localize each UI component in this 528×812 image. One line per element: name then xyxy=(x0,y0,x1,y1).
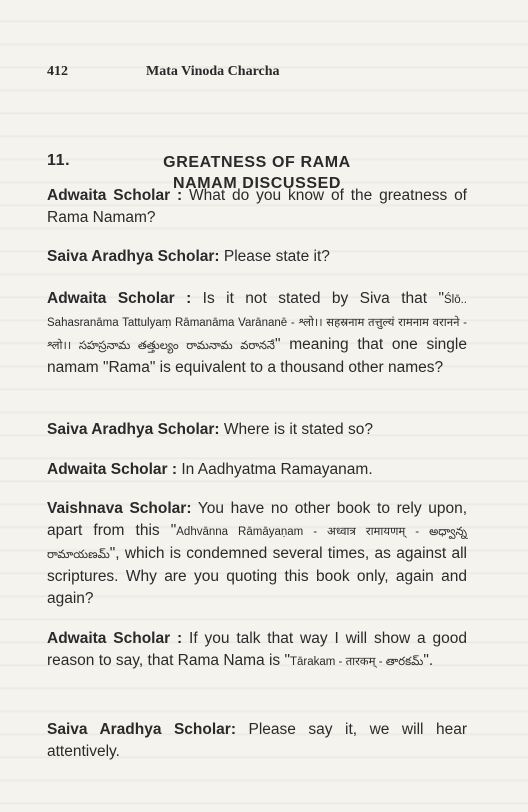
dialogue-text: Please say it, we will hear attentively. xyxy=(47,721,467,760)
dialogue-paragraph xyxy=(47,246,467,268)
dialogue-text: If you talk that way I will show a good reason to say, that Rama Nama is " xyxy=(47,630,467,669)
running-title: Mata Vinoda Charcha xyxy=(146,64,280,79)
dialogue-text: ". xyxy=(423,652,434,669)
dialogue-text: Where is it stated so? xyxy=(219,421,373,438)
dialogue-text: ", which is condemned several times, as against all scriptures. Why are you quoting this book only, again and again? xyxy=(47,545,467,607)
speaker-name: Adwaita Scholar : xyxy=(47,187,183,204)
speaker-name: Adwaita Scholar : xyxy=(47,630,183,647)
dialogue-text: What do you know of the greatness of Rama Namam? xyxy=(47,187,467,226)
book-name-quote: Adhvānna Rāmāyaṇam - अध्वात्र रामायणम् - అధ్వాన్న రామాయణమ్ xyxy=(47,526,467,561)
dialogue-text: " meaning that one single namam "Rama" is equivalent to a thousand other names? xyxy=(47,336,467,376)
speaker-name: Saiva Aradhya Scholar: xyxy=(47,248,220,265)
speaker-name: Adwaita Scholar : xyxy=(47,290,192,307)
chapter-title: GREATNESS OF RAMA NAMAM DISCUSSED xyxy=(163,154,351,192)
speaker-name: Saiva Aradhya Scholar: xyxy=(47,421,220,438)
dialogue-paragraph xyxy=(47,185,467,229)
dialogue-paragraph xyxy=(47,628,467,673)
dialogue-paragraph xyxy=(47,459,467,481)
dialogue-paragraph xyxy=(47,719,467,763)
dialogue-text: You have no other book to rely upon, apart from this " xyxy=(47,500,468,539)
dialogue-paragraph xyxy=(47,419,467,441)
dialogue-text: Is it not stated by Siva that " xyxy=(191,290,444,307)
speaker-name: Saiva Aradhya Scholar: xyxy=(47,721,236,738)
dialogue-paragraph xyxy=(47,498,467,610)
page-number: 412 xyxy=(47,64,68,79)
speaker-name: Adwaita Scholar : xyxy=(47,461,178,478)
dialogue-paragraph xyxy=(47,288,467,379)
speaker-name: Vaishnava Scholar: xyxy=(47,500,192,517)
chapter-number: 11. xyxy=(47,152,71,169)
dialogue-text: In Aadhyatma Ramayanam. xyxy=(177,461,373,478)
taraka-quote: Tārakam - तारकम् - తారకమ్ xyxy=(289,656,424,668)
dialogue-text: Please state it? xyxy=(219,248,330,265)
sloka-quote: Ślō.. Sahasranāma Tattulyaṃ Rāmanāma Varānanē - श्लो।। सहस्रनाम तत्तुल्यं रामनाम वरानने - श्लो।। సహస్రనామ తత్తుల్యం రామనామ వరాననే xyxy=(47,294,467,352)
